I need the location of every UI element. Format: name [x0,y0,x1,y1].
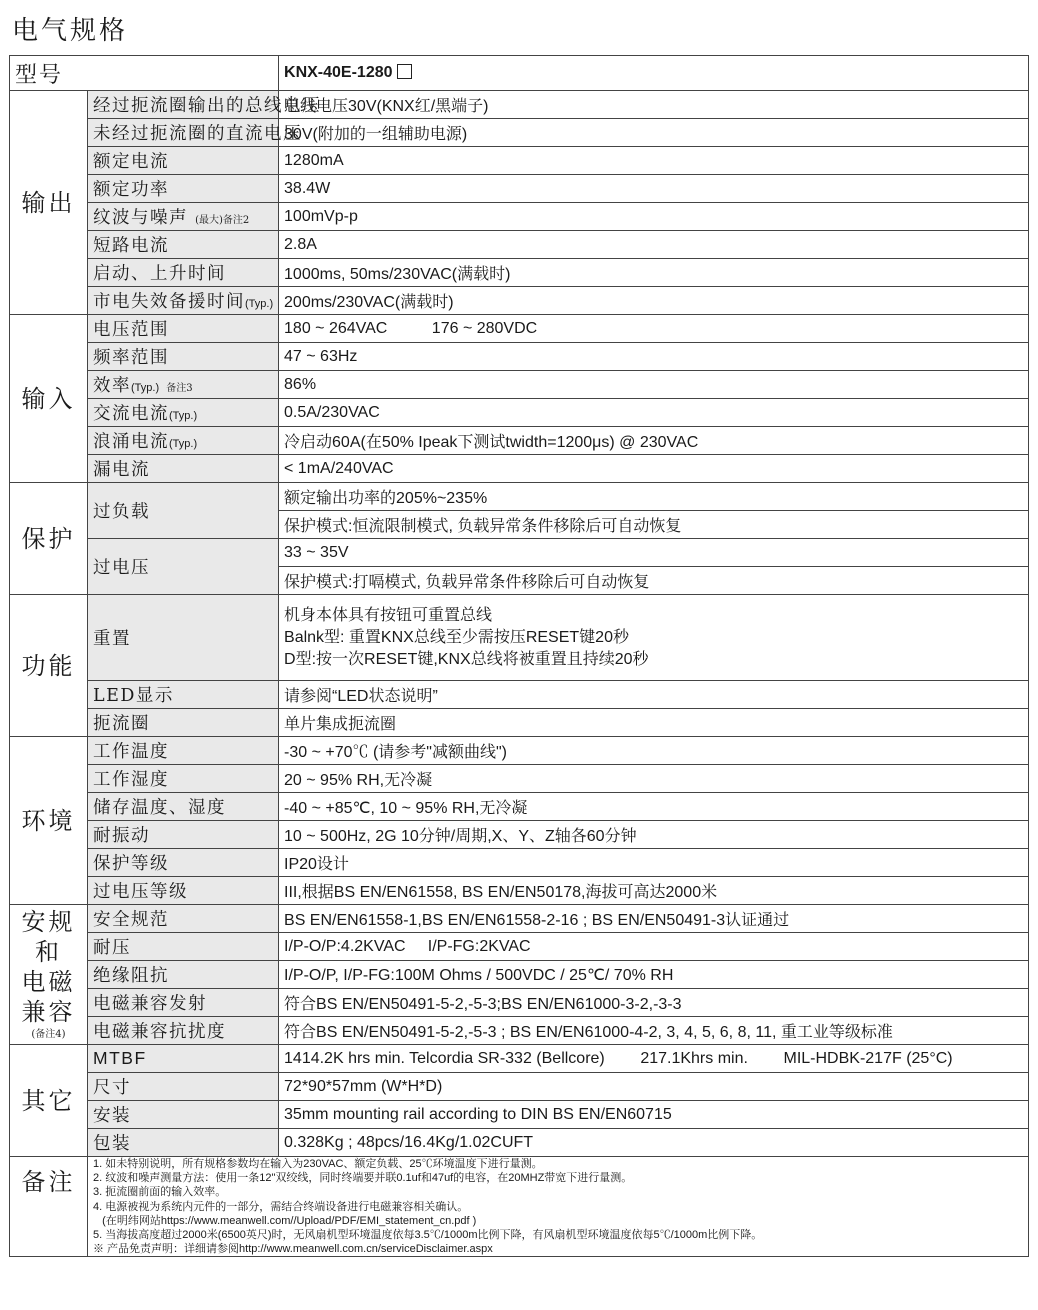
table-row [10,1129,1029,1157]
table-row [10,175,1029,203]
table-row [10,91,1029,119]
spec-value: < 1mA/240VAC [279,455,1029,483]
spec-label: LED显示 [88,681,279,709]
spec-value: 单片集成扼流圈 [279,709,1029,737]
table-row [10,1017,1029,1045]
spec-label: 纹波与噪声 (最大)备注2 [88,203,279,231]
spec-value: 0.328Kg ; 48pcs/16.4Kg/1.02CUFT [279,1129,1029,1157]
spec-label: 扼流圈 [88,709,279,737]
table-row [10,315,1029,343]
table-row [10,399,1029,427]
spec-label: 过电压 [88,539,279,595]
label-note: 备注3 [166,383,193,394]
note-line: ※ 产品免责声明：详细请参阅http://www.meanwell.com.cn/serviceDisclaimer.aspx [93,1243,493,1256]
spec-label: 重置 [88,595,279,681]
note-line: 2. 纹波和噪声测量方法：使用一条12"双绞线，同时终端要并联0.1uf和47uf的电容，在20MHZ带宽下进行量测。 [93,1172,633,1185]
spec-label: 尺寸 [88,1073,279,1101]
spec-value: 2.8A [279,231,1029,259]
note-line: 5. 当海拔高度超过2000米(6500英尺)时，无风扇机型环境温度依每3.5℃/1000m比例下降，有风扇机型环境温度依每5℃/1000m比例下降。 [93,1229,763,1242]
model-suffix-box [397,64,412,79]
spec-value: 冷启动60A(在50% Ipeak下测试twidth=1200μs) @ 230VAC [279,427,1029,455]
spec-label: 耐压 [88,933,279,961]
category-notes: 备注 [10,1157,88,1257]
spec-value: 47 ~ 63Hz [279,343,1029,371]
table-row [10,147,1029,175]
table-row [10,737,1029,765]
spec-label: 绝缘阻抗 [88,961,279,989]
table-row [10,821,1029,849]
spec-value: 72*90*57mm (W*H*D) [279,1073,1029,1101]
category-safety-emc: 安规和 电磁 兼容 (备注4) [10,905,88,1045]
spec-label: 电磁兼容抗扰度 [88,1017,279,1045]
table-row [10,231,1029,259]
spec-label: 电磁兼容发射 [88,989,279,1017]
model-label: 型号 [10,56,279,91]
spec-label: 浪涌电流(Typ.) [88,427,279,455]
spec-label: MTBF [88,1045,279,1073]
spec-label: 耐振动 [88,821,279,849]
table-row [10,905,1029,933]
spec-label: 市电失效备援时间(Typ.) [88,287,279,315]
table-row [10,989,1029,1017]
table-row [10,595,1029,681]
table-row [10,1073,1029,1101]
spec-value: 1280mA [279,147,1029,175]
category-note: (备注4) [31,1029,66,1041]
spec-value: 33 ~ 35V [279,539,1029,567]
spec-value: 总线电压30V(KNX红/黑端子) [279,91,1029,119]
reset-line: D型:按一次RESET键,KNX总线将被重置且持续20秒 [284,650,649,668]
label-note: (Typ.) [169,438,198,450]
spec-label: 短路电流 [88,231,279,259]
spec-value: 符合BS EN/EN50491-5-2,-5-3 ; BS EN/EN61000-4-2, 3, 4, 5, 6, 8, 11, 重工业等级标准 [279,1017,1029,1045]
table-row [10,1045,1029,1073]
spec-label: 额定功率 [88,175,279,203]
note-line: (在明纬网站https://www.meanwell.com//Upload/PDF/EMI_statement_cn.pdf ) [93,1214,477,1227]
table-row [10,119,1029,147]
label-note: (Typ.) [131,382,160,394]
table-row [10,793,1029,821]
category-input: 输入 [10,315,88,483]
spec-label: 漏电流 [88,455,279,483]
table-row [10,483,1029,511]
note-line: 3. 扼流圈前面的输入效率。 [93,1186,227,1199]
note-line: 4. 电源被视为系统内元件的一部分，需结合终端设备进行电磁兼容相关确认。 [93,1200,469,1213]
table-row [10,877,1029,905]
category-environment: 环境 [10,737,88,905]
reset-line: Balnk型: 重置KNX总线至少需按压RESET键20秒 [284,628,629,646]
spec-label: 交流电流(Typ.) [88,399,279,427]
spec-value: 20 ~ 95% RH,无冷凝 [279,765,1029,793]
spec-value: 符合BS EN/EN50491-5-2,-5-3;BS EN/EN61000-3-2,-3-3 [279,989,1029,1017]
spec-label: 储存温度、湿度 [88,793,279,821]
spec-label: 效率(Typ.) 备注3 [88,371,279,399]
spec-label: 保护等级 [88,849,279,877]
table-row [10,709,1029,737]
spec-value: 额定输出功率的205%~235% [279,483,1029,511]
category-output: 输出 [10,91,88,315]
spec-value: I/P-O/P, I/P-FG:100M Ohms / 500VDC / 25℃/ 70% RH [279,961,1029,989]
model-row [10,56,1029,91]
spec-value [279,595,1029,681]
spec-label: 额定电流 [88,147,279,175]
spec-label: 频率范围 [88,343,279,371]
spec-value: -40 ~ +85℃, 10 ~ 95% RH,无冷凝 [279,793,1029,821]
table-row [10,961,1029,989]
spec-value: 38.4W [279,175,1029,203]
table-row [10,343,1029,371]
table-row [10,259,1029,287]
label-note: (最大)备注2 [195,215,250,226]
table-row [10,455,1029,483]
table-row [10,287,1029,315]
spec-value: 100mVp-p [279,203,1029,231]
spec-value: 180 ~ 264VAC 176 ~ 280VDC [279,315,1029,343]
spec-value: 1000ms, 50ms/230VAC(满载时) [279,259,1029,287]
table-row [10,681,1029,709]
spec-value: 86% [279,371,1029,399]
table-row [10,933,1029,961]
notes-content [88,1157,1029,1257]
spec-value: 35mm mounting rail according to DIN BS EN/EN60715 [279,1101,1029,1129]
spec-value: III,根据BS EN/EN61558, BS EN/EN50178,海拔可高达2000米 [279,877,1029,905]
spec-label: 电压范围 [88,315,279,343]
spec-value: 200ms/230VAC(满载时) [279,287,1029,315]
spec-value: 保护模式:打嗝模式, 负载异常条件移除后可自动恢复 [279,567,1029,595]
spec-label: 经过扼流圈输出的总线电压 [88,91,279,119]
category-others: 其它 [10,1045,88,1157]
spec-value: -30 ~ +70℃ (请参考"减额曲线") [279,737,1029,765]
spec-label: 安装 [88,1101,279,1129]
spec-table [9,55,1029,1257]
spec-value: 保护模式:恒流限制模式, 负载异常条件移除后可自动恢复 [279,511,1029,539]
spec-label: 启动、上升时间 [88,259,279,287]
category-function: 功能 [10,595,88,737]
reset-line: 机身本体具有按钮可重置总线 [284,606,493,624]
spec-value: IP20设计 [279,849,1029,877]
model-value: KNX-40E-1280 [279,56,1029,91]
spec-label: 工作温度 [88,737,279,765]
spec-value: 10 ~ 500Hz, 2G 10分钟/周期,X、Y、Z轴各60分钟 [279,821,1029,849]
spec-value: 1414.2K hrs min. Telcordia SR-332 (Bellcore) 217.1Khrs min. MIL-HDBK-217F (25°C) [279,1045,1029,1073]
spec-value: BS EN/EN61558-1,BS EN/EN61558-2-16 ; BS EN/EN50491-3认证通过 [279,905,1029,933]
spec-value: 0.5A/230VAC [279,399,1029,427]
table-row [10,203,1029,231]
label-note: (Typ.) [169,410,198,422]
table-row [10,371,1029,399]
spec-label: 工作湿度 [88,765,279,793]
table-row [10,427,1029,455]
table-row [10,849,1029,877]
notes-row [10,1157,1029,1257]
spec-value: 请参阅“LED状态说明” [279,681,1029,709]
table-row [10,1101,1029,1129]
spec-label: 安全规范 [88,905,279,933]
spec-label: 包装 [88,1129,279,1157]
spec-value: I/P-O/P:4.2KVAC I/P-FG:2KVAC [279,933,1029,961]
page-title: 电气规格 [12,16,129,46]
spec-label: 未经过扼流圈的直流电压 [88,119,279,147]
spec-value: 30V(附加的一组辅助电源) [279,119,1029,147]
note-line: 1. 如未特别说明，所有规格参数均在输入为230VAC、额定负载、25℃环境温度下进行量测。 [93,1158,543,1170]
spec-label: 过负载 [88,483,279,539]
spec-label: 过电压等级 [88,877,279,905]
category-protection: 保护 [10,483,88,595]
table-row [10,539,1029,567]
label-note: (Typ.) [245,298,274,310]
table-row [10,765,1029,793]
